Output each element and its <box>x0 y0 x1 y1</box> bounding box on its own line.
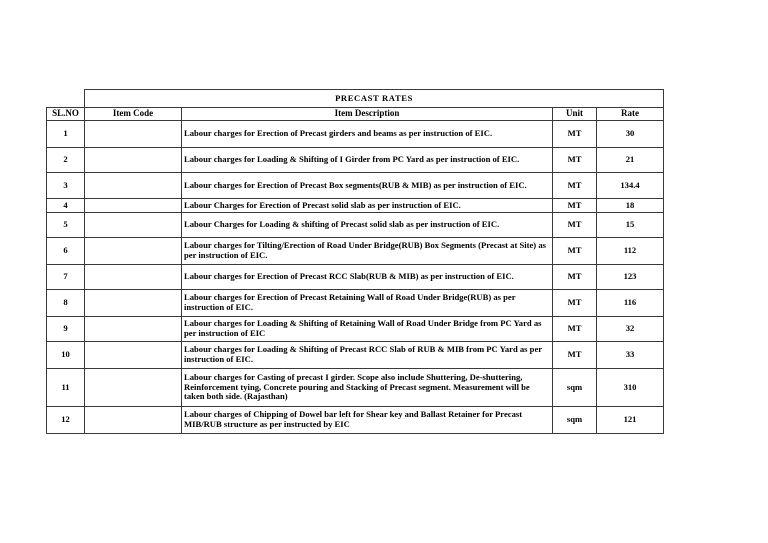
rate-cell: 15 <box>597 213 664 238</box>
unit-cell: MT <box>553 213 597 238</box>
item-description-cell: Labour charges for Loading & Shifting of Precast RCC Slab of RUB & MIB from PC Yard as per instruction of EIC. <box>182 342 553 369</box>
item-code-cell <box>85 342 182 369</box>
item-code-cell <box>85 407 182 434</box>
rate-cell: 21 <box>597 148 664 173</box>
unit-cell: MT <box>553 238 597 265</box>
rate-cell: 123 <box>597 265 664 290</box>
table-row <box>47 265 664 290</box>
table-row <box>47 317 664 342</box>
item-code-cell <box>85 369 182 407</box>
unit-cell: MT <box>553 290 597 317</box>
rate-cell: 310 <box>597 369 664 407</box>
table-row <box>47 213 664 238</box>
sl-no-cell: 3 <box>47 173 85 199</box>
sl-no-cell: 6 <box>47 238 85 265</box>
unit-cell: MT <box>553 173 597 199</box>
sl-no-cell: 10 <box>47 342 85 369</box>
item-description-cell: Labour Charges for Erection of Precast solid slab as per instruction of EIC. <box>182 199 553 213</box>
table-row <box>47 369 664 407</box>
item-code-cell <box>85 199 182 213</box>
rate-cell: 116 <box>597 290 664 317</box>
item-description-cell: Labour charges for Casting of precast I girder. Scope also include Shuttering, De-shuttering, Reinforcement tying, Concrete pouring and Stacking of Precast segment. Measurement will be taken both side. (Rajasthan) <box>182 369 553 407</box>
unit-cell: MT <box>553 342 597 369</box>
item-description-cell: Labour charges for Erection of Precast RCC Slab(RUB & MIB) as per instruction of EIC. <box>182 265 553 290</box>
item-code-cell <box>85 265 182 290</box>
header-item-code: Item Code <box>85 108 182 121</box>
item-code-cell <box>85 290 182 317</box>
header-row <box>47 108 664 121</box>
rate-cell: 32 <box>597 317 664 342</box>
header-item-description: Item Description <box>182 108 553 121</box>
sl-no-cell: 9 <box>47 317 85 342</box>
item-description-cell: Labour charges for Erection of Precast girders and beams as per instruction of EIC. <box>182 121 553 148</box>
header-unit: Unit <box>553 108 597 121</box>
blank-corner-cell <box>47 90 85 108</box>
table-row <box>47 407 664 434</box>
sl-no-cell: 8 <box>47 290 85 317</box>
item-description-cell: Labour charges for Erection of Precast Box segments(RUB & MIB) as per instruction of EIC. <box>182 173 553 199</box>
sl-no-cell: 2 <box>47 148 85 173</box>
table-row <box>47 121 664 148</box>
sl-no-cell: 7 <box>47 265 85 290</box>
header-sl-no: SL.NO <box>47 108 85 121</box>
sl-no-cell: 5 <box>47 213 85 238</box>
item-description-cell: Labour charges of Chipping of Dowel bar left for Shear key and Ballast Retainer for Precast MIB/RUB structure as per instructed by EIC <box>182 407 553 434</box>
table-row <box>47 342 664 369</box>
item-description-cell: Labour charges for Tilting/Erection of Road Under Bridge(RUB) Box Segments (Precast at Site) as per instruction of EIC. <box>182 238 553 265</box>
table-row <box>47 148 664 173</box>
sl-no-cell: 1 <box>47 121 85 148</box>
table-row <box>47 290 664 317</box>
header-rate: Rate <box>597 108 664 121</box>
unit-cell: MT <box>553 148 597 173</box>
item-code-cell <box>85 317 182 342</box>
item-code-cell <box>85 148 182 173</box>
item-code-cell <box>85 213 182 238</box>
item-code-cell <box>85 238 182 265</box>
item-code-cell <box>85 121 182 148</box>
rate-cell: 18 <box>597 199 664 213</box>
unit-cell: MT <box>553 121 597 148</box>
table-row <box>47 199 664 213</box>
item-description-cell: Labour charges for Erection of Precast Retaining Wall of Road Under Bridge(RUB) as per instruction of EIC. <box>182 290 553 317</box>
unit-cell: sqm <box>553 369 597 407</box>
table-row <box>47 238 664 265</box>
item-code-cell <box>85 173 182 199</box>
sl-no-cell: 11 <box>47 369 85 407</box>
unit-cell: sqm <box>553 407 597 434</box>
unit-cell: MT <box>553 199 597 213</box>
rate-cell: 30 <box>597 121 664 148</box>
rate-cell: 134.4 <box>597 173 664 199</box>
rate-cell: 121 <box>597 407 664 434</box>
item-description-cell: Labour charges for Loading & Shifting of I Girder from PC Yard as per instruction of EIC. <box>182 148 553 173</box>
unit-cell: MT <box>553 317 597 342</box>
table-row <box>47 173 664 199</box>
rate-cell: 112 <box>597 238 664 265</box>
item-description-cell: Labour Charges for Loading & shifting of Precast solid slab as per instruction of EIC. <box>182 213 553 238</box>
table-title: PRECAST RATES <box>85 90 664 108</box>
precast-rates-table <box>46 89 664 434</box>
sl-no-cell: 4 <box>47 199 85 213</box>
unit-cell: MT <box>553 265 597 290</box>
item-description-cell: Labour charges for Loading & Shifting of Retaining Wall of Road Under Bridge from PC Yard as per instruction of EIC <box>182 317 553 342</box>
rate-cell: 33 <box>597 342 664 369</box>
title-row <box>47 90 664 108</box>
sl-no-cell: 12 <box>47 407 85 434</box>
